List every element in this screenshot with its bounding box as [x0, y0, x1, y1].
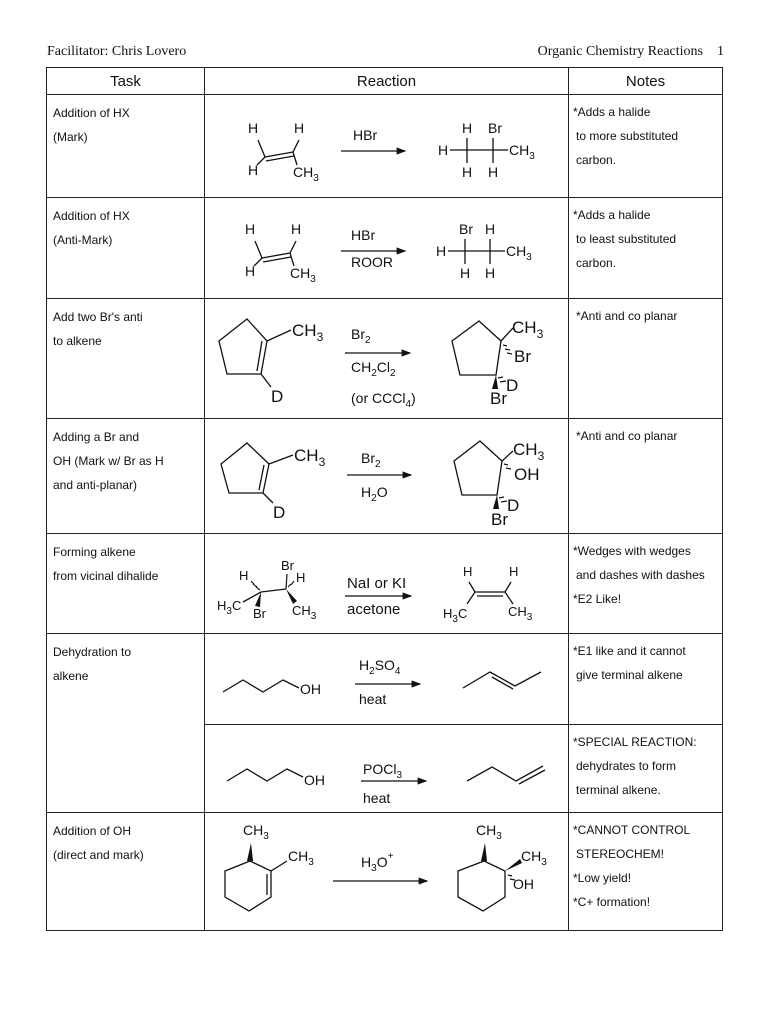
svg-text:CH3: $CH_3$: [294, 446, 326, 469]
reaction-bromohydrin-diagram: [205, 419, 569, 533]
svg-text:Br: Br: [491, 510, 508, 529]
svg-text:Br: Br: [514, 347, 531, 366]
svg-text:CH3: $CH_3$: [243, 822, 269, 842]
reaction-cell: [205, 299, 569, 419]
svg-text:Br: Br: [459, 221, 473, 237]
svg-text:CH3: $CH_3$: [288, 848, 314, 868]
svg-text:H3O+: $H_3O^+$: [361, 851, 394, 874]
reactions-table: [46, 67, 723, 931]
svg-text:OH: OH: [304, 772, 325, 788]
svg-text:H: H: [436, 243, 447, 259]
reaction-cell: [205, 419, 569, 534]
reagent-roor: ROOR: [351, 254, 393, 270]
reaction-dehydration-h2so4-diagram: [205, 634, 569, 724]
header-facilitator: Facilitator: Chris Lovero: [47, 44, 187, 59]
svg-text:H: H: [248, 162, 259, 178]
reagent-acetone: acetone: [347, 601, 401, 618]
svg-text:H: H: [296, 570, 306, 585]
notes-cell: *Wedges with wedges and dashes with dashes *E2 Like!: [569, 534, 723, 634]
svg-text:CH3: $CH_3$: [290, 265, 316, 285]
reaction-cell: [205, 198, 569, 299]
svg-text:(or CCCl4): (or CCCl$_4$): [351, 390, 416, 410]
notes-cell: *CANNOT CONTROL STEREOCHEM! *Low yield! *C+ formation!: [569, 813, 723, 931]
reaction-dehalogenation-diagram: [205, 534, 569, 633]
task-cell: Addition of HX (Anti-Mark): [47, 198, 205, 299]
notes-cell: *SPECIAL REACTION: dehydrates to form terminal alkene.: [569, 725, 723, 813]
svg-text:H: H: [248, 120, 259, 136]
task-cell: Forming alkene from vicinal dihalide: [47, 534, 205, 634]
page-number: 1: [717, 44, 724, 59]
svg-text:H: H: [485, 265, 496, 281]
task-cell: Addition of OH (direct and mark): [47, 813, 205, 931]
svg-text:POCl3: POCl$_3$: [363, 761, 403, 781]
svg-text:D: D: [271, 387, 284, 406]
reaction-cell: [205, 813, 569, 931]
table-row: [47, 95, 723, 198]
svg-text:D: D: [506, 376, 519, 395]
table-row: [47, 813, 723, 931]
reaction-br2-anti-diagram: [205, 299, 569, 418]
svg-text:D: D: [507, 496, 520, 515]
svg-text:CH3: $CH_3$: [513, 440, 545, 463]
svg-text:H: H: [462, 164, 473, 180]
reaction-cell: [205, 95, 569, 198]
notes-cell: *Adds a halide to least substituted carbon.: [569, 198, 723, 299]
notes-cell: *E1 like and it cannot give terminal alkene: [569, 634, 723, 725]
svg-text:OH: OH: [300, 681, 321, 697]
table-row: [47, 299, 723, 419]
table-row: [47, 198, 723, 299]
svg-text:H: H: [294, 120, 305, 136]
svg-text:Br: Br: [253, 606, 266, 621]
svg-text:Br: Br: [490, 389, 507, 408]
task-cell: Add two Br's anti to alkene: [47, 299, 205, 419]
svg-text:D: D: [273, 503, 286, 522]
notes-cell: *Anti and co planar: [569, 299, 723, 419]
reaction-dehydration-pocl3-diagram: [205, 725, 569, 812]
svg-text:Br2: $Br_2$: [361, 450, 381, 470]
svg-text:H3C: $H_3C$: [443, 606, 468, 625]
svg-text:OH: OH: [514, 465, 540, 484]
reaction-hydration-diagram: [205, 813, 569, 930]
reagent-hbr: HBr: [351, 227, 376, 243]
svg-text:H: H: [239, 568, 249, 583]
svg-text:H: H: [460, 265, 471, 281]
svg-text:OH: OH: [513, 876, 534, 892]
svg-text:H: H: [245, 221, 256, 237]
svg-text:H: H: [438, 142, 449, 158]
reagent-nai: NaI or KI: [347, 575, 407, 592]
svg-text:CH3: $CH_3$: [292, 603, 317, 622]
col-header-notes: Notes: [569, 68, 723, 95]
svg-text:Br2: $Br_2$: [351, 326, 371, 346]
table-row: [47, 634, 723, 725]
reaction-cell: [205, 634, 569, 725]
svg-text:CH3: $CH_3$: [476, 822, 502, 842]
svg-text:CH3: $CH_3$: [292, 321, 324, 344]
reaction-antimark-hx-diagram: [205, 198, 569, 298]
svg-text:Br: Br: [488, 120, 502, 136]
reaction-cell: [205, 725, 569, 813]
svg-text:CH3: $CH_3$: [508, 604, 533, 623]
svg-text:H: H: [245, 263, 256, 279]
svg-text:H2SO4: $H_2SO_4$: [359, 657, 401, 677]
reagent-heat: heat: [363, 790, 391, 806]
svg-text:CH2Cl2: $CH_2Cl_2$: [351, 359, 396, 379]
reagent-hbr: HBr: [353, 127, 378, 143]
svg-text:H: H: [509, 564, 519, 579]
table-row: [47, 419, 723, 534]
svg-text:CH3: $CH_3$: [521, 848, 547, 868]
task-cell: Dehydration to alkene: [47, 634, 205, 813]
reaction-mark-hx-diagram: [205, 95, 569, 197]
svg-text:H: H: [291, 221, 302, 237]
svg-text:CH3: $CH_3$: [293, 164, 319, 184]
table-row: [47, 534, 723, 634]
svg-text:CH3: $CH_3$: [509, 142, 535, 162]
header-course-title: [538, 44, 724, 60]
svg-text:H: H: [462, 120, 473, 136]
svg-text:H: H: [488, 164, 499, 180]
notes-cell: *Anti and co planar: [569, 419, 723, 534]
task-cell: Adding a Br and OH (Mark w/ Br as H and anti-planar): [47, 419, 205, 534]
svg-text:CH3: $CH_3$: [512, 318, 544, 341]
notes-cell: *Adds a halide to more substituted carbon.: [569, 95, 723, 198]
reagent-heat: heat: [359, 691, 387, 707]
svg-text:H: H: [485, 221, 496, 237]
header-title-text: Organic Chemistry Reactions: [537, 44, 703, 59]
col-header-reaction: Reaction: [205, 68, 569, 95]
col-header-task: Task: [47, 68, 205, 95]
svg-text:H: H: [463, 564, 473, 579]
svg-text:H2O: $H_2O$: [361, 484, 388, 504]
svg-text:H3C: $H_3C$: [217, 598, 242, 617]
svg-text:Br: Br: [281, 558, 294, 573]
svg-text:CH3: $CH_3$: [506, 243, 532, 263]
task-cell: Addition of HX (Mark): [47, 95, 205, 198]
reaction-cell: [205, 534, 569, 634]
table-header-row: [47, 68, 723, 95]
